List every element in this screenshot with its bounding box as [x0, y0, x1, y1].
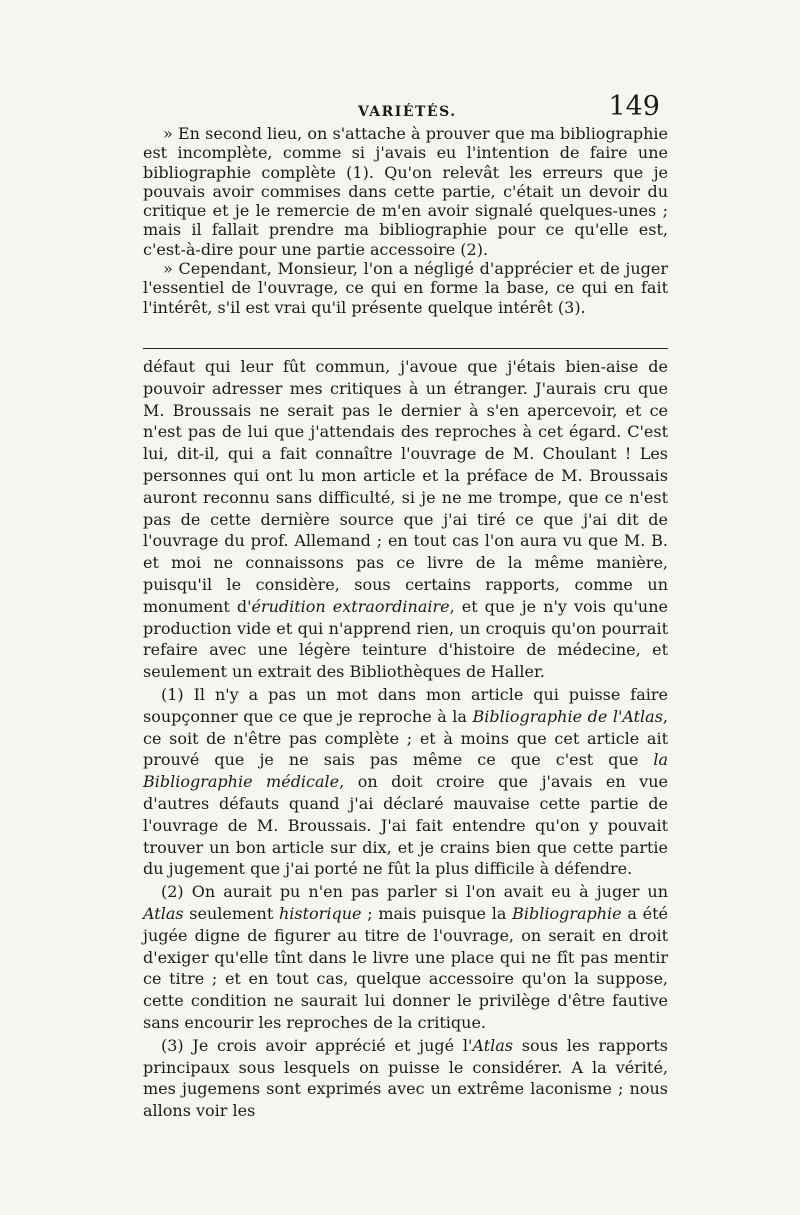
footnote-continuation: défaut qui leur fût commun, j'avoue que j'étais bien-aise de pouvoir adresser mes critiques à un étranger. J'aurais cru que M. Broussais ne serait pas le dernier à s'en apercevoir, et ce n'est pas de lui que j'attendais des reproches à cet égard. C'est lui, dit-il, qui a fait connaître l'ouvrage de M. Choulant ! Les personnes qui ont lu mon article et la préface de M. Broussais auront reconnu sans difficulté, si je ne me trompe, que ce n'est pas de cette dernière source que j'ai tiré ce que j'ai dit de l'ouvrage du prof. Allemand ; en tout cas l'on aura vu que M. B. et moi ne connaissons pas ce livre de la même manière, puisqu'il le considère, sous certains rapports, comme un monument d'érudition extraordinaire, et que je n'y vois qu'une production vide et qui n'apprend rien, un croquis qu'on pourrait refaire avec une légère teinture d'histoire de médecine, et seulement un extrait des Bibliothèques de Haller. — [143, 357, 669, 682]
main-paragraph: » Cependant, Monsieur, l'on a négligé d'apprécier et de juger l'essentiel de l'ouvrage, ce qui en forme la base, ce qui en fait l'intérêt, s'il est vrai qu'il présente quelque intérêt (3). — [143, 259, 668, 317]
main-text — [143, 124, 668, 317]
footnote-separator — [143, 348, 668, 349]
footnote-1: (1) Il n'y a pas un mot dans mon article qui puisse faire soupçonner que ce que je reproche à la Bibliographie de l'Atlas, ce soit de n'être pas complète ; et à moins que cet article ait prouvé que je ne sais pas même ce que c'est que la Bibliographie médicale, on doit croire que j'avais en vue d'autres défauts quand j'ai déclaré mauvaise cette partie de l'ouvrage de M. Broussais. J'ai fait entendre qu'on y pouvait trouver un bon article sur dix, et je crains bien que cette partie du jugement que j'ai porté ne fût la plus difficile à défendre. — [143, 684, 668, 879]
footnote-2: (2) On aurait pu n'en pas parler si l'on avait eu à juger un Atlas seulement historique ; mais puisque la Bibliographie a été jugée digne de figurer au titre de l'ouvrage, on serait en droit d'exiger qu'elle tînt dans le livre une place qui ne fît pas mentir ce titre ; et en tout cas, quelque accessoire qu'on la suppose, cette condition ne saurait lui donner le privilège d'être fautive sans encourir les reproches de la critique. — [143, 882, 669, 1032]
page-number: 149 — [608, 91, 660, 122]
footnote-3: (3) Je crois avoir apprécié et jugé l'Atlas sous les rapports principaux sous lesquels on puisse le considérer. A la vérité, mes jugemens sont exprimés avec un extrême laconisme ; nous allons voir les — [143, 1035, 668, 1121]
footnotes — [143, 356, 668, 1122]
running-title: VARIÉTÉS. — [358, 104, 457, 120]
page-header — [143, 76, 668, 120]
main-paragraph: » En second lieu, on s'attache à prouver que ma bibliographie est incomplète, comme si j'avais eu l'intention de faire une bibliographie complète (1). Qu'on relevât les erreurs que je pouvais avoir commises dans cette partie, c'était un devoir du critique et je le remercie de m'en avoir signalé quelques-unes ; mais il fallait prendre ma bibliographie pour ce qu'elle est, c'est-à-dire pour une partie accessoire (2). — [143, 124, 668, 259]
